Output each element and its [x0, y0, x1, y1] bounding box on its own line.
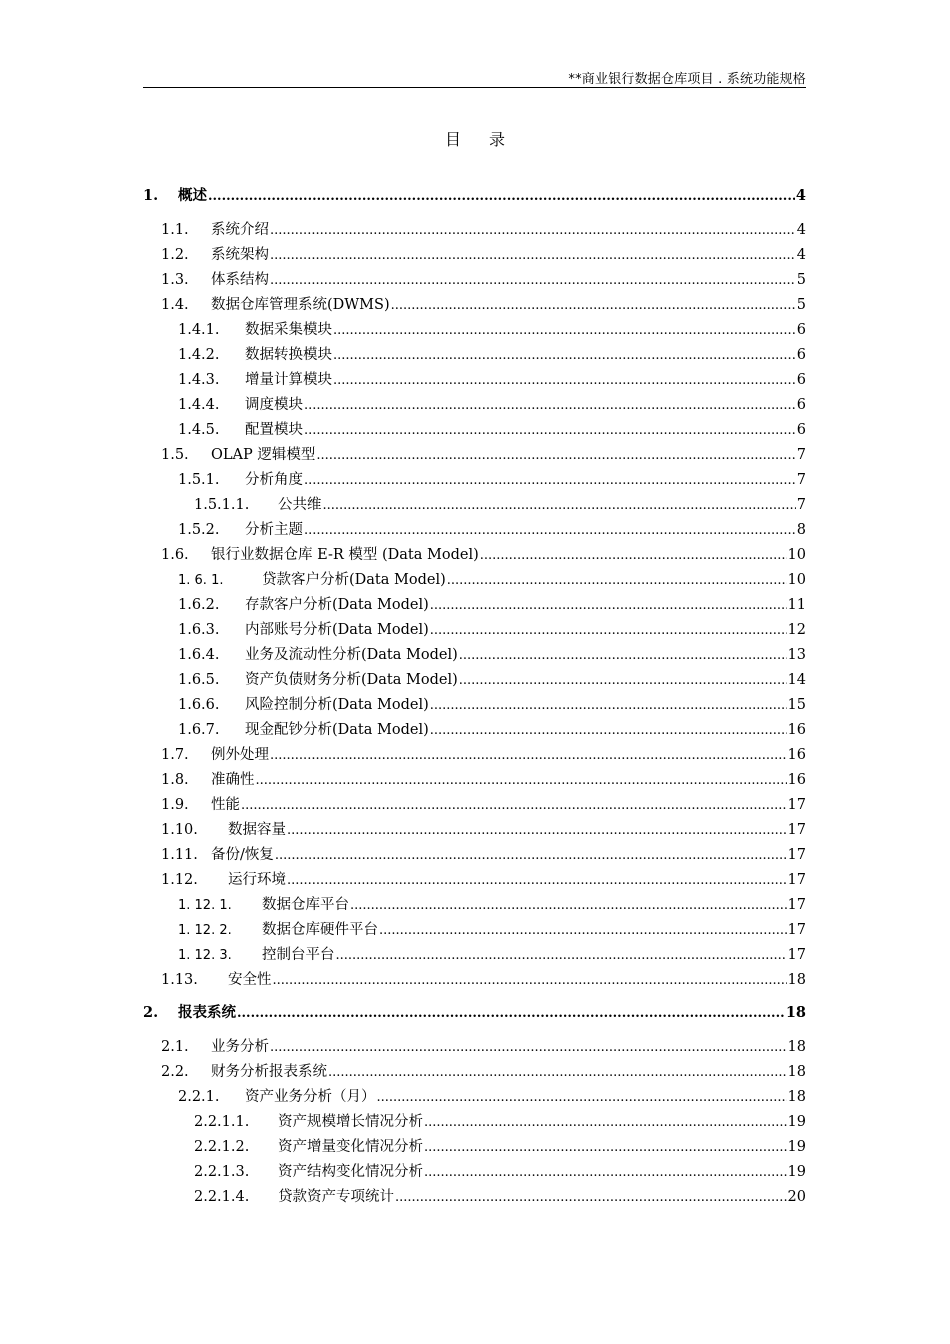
toc-entry-leader [304, 420, 796, 442]
toc-entry-leader [275, 845, 787, 867]
toc-entry-page: 5 [796, 297, 806, 313]
toc-entry-leader [270, 245, 796, 267]
header-text: **商业银行数据仓库项目 . 系统功能规格 [568, 72, 806, 87]
toc-entry[interactable] [178, 719, 806, 741]
toc-entry-label: 分析主题 [245, 522, 303, 538]
toc-entry[interactable] [143, 185, 806, 207]
toc-entry[interactable] [161, 219, 806, 241]
toc-entry-label: 增量计算模块 [245, 372, 332, 388]
toc-entry[interactable] [178, 344, 806, 366]
toc-entry[interactable] [161, 844, 806, 866]
toc-entry-label: 配置模块 [245, 422, 303, 438]
toc-entry-number: 1.11. [161, 847, 198, 863]
toc-entry[interactable] [161, 294, 806, 316]
toc-entry-number: 2.2.1. [178, 1089, 220, 1105]
toc-entry[interactable] [161, 269, 806, 291]
toc-entry-number: 1.6.4. [178, 647, 220, 663]
toc-entry[interactable] [194, 494, 806, 516]
toc-entry[interactable] [178, 419, 806, 441]
toc-entry-number: 1.5.1. [178, 472, 220, 488]
toc-entry-page: 6 [796, 397, 806, 413]
toc-entry-leader [459, 645, 787, 667]
toc-entry-label: 风险控制分析(Data Model) [245, 697, 429, 713]
toc-entry[interactable] [178, 1086, 806, 1108]
toc-entry[interactable] [194, 1136, 806, 1158]
toc-entry-leader [430, 720, 787, 742]
toc-entry-label: 公共维 [278, 497, 322, 513]
toc-entry-leader [323, 495, 796, 517]
toc-entry-label: 调度模块 [245, 397, 303, 413]
toc-entry-number: 1. [143, 187, 159, 204]
toc-entry-label: 贷款资产专项统计 [278, 1189, 394, 1205]
toc-entry-leader [350, 895, 787, 917]
toc-entry-label: 系统架构 [211, 247, 269, 263]
toc-entry-number: 1.4. [161, 297, 189, 313]
toc-entry[interactable] [178, 519, 806, 541]
toc-entry[interactable] [161, 819, 806, 841]
toc-entry-number: 1.6.3. [178, 622, 220, 638]
toc-entry-label: 运行环境 [228, 872, 286, 888]
toc-entry-leader [379, 920, 787, 942]
toc-entry-page: 19 [787, 1139, 806, 1155]
toc-entry[interactable] [178, 944, 806, 966]
toc-entry-page: 7 [796, 447, 806, 463]
toc-entry[interactable] [161, 744, 806, 766]
toc-entry-label: 数据采集模块 [245, 322, 332, 338]
toc-entry[interactable] [161, 244, 806, 266]
toc-entry-leader [424, 1162, 787, 1184]
toc-entry-number: 1.13. [161, 972, 198, 988]
toc-entry-page: 6 [796, 372, 806, 388]
toc-entry-number: 1.7. [161, 747, 189, 763]
toc-entry-leader [430, 595, 787, 617]
toc-entry-label: 资产规模增长情况分析 [278, 1114, 423, 1130]
toc-entry-label: 分析角度 [245, 472, 303, 488]
toc-entry-page: 16 [787, 772, 806, 788]
toc-entry-leader [304, 520, 796, 542]
toc-entry-leader [459, 670, 787, 692]
toc-entry-page: 17 [787, 847, 806, 863]
toc-entry-leader [304, 470, 796, 492]
toc-entry-label: OLAP 逻辑模型 [211, 447, 316, 463]
toc-entry[interactable] [161, 969, 806, 991]
toc-entry-label: 数据仓库管理系统(DWMS) [211, 297, 390, 313]
toc-entry-label: 资产负债财务分析(Data Model) [245, 672, 458, 688]
toc-entry-leader [208, 186, 795, 208]
toc-entry-label: 资产业务分析（月） [245, 1089, 376, 1105]
page-header [143, 64, 806, 88]
toc-entry-number: 1.2. [161, 247, 189, 263]
toc-entry-label: 控制台平台 [262, 947, 335, 963]
toc-entry-leader [395, 1187, 787, 1209]
toc-entry-page: 13 [787, 647, 806, 663]
toc-entry-label: 性能 [211, 797, 240, 813]
toc-entry-label: 安全性 [228, 972, 272, 988]
toc-entry-leader [270, 220, 796, 242]
toc-entry-label: 数据转换模块 [245, 347, 332, 363]
toc-entry-leader [287, 870, 787, 892]
toc-entry-label: 资产增量变化情况分析 [278, 1139, 423, 1155]
toc-entry[interactable] [178, 694, 806, 716]
toc-title-char-1: 目 [444, 130, 461, 149]
toc-entry[interactable] [178, 594, 806, 616]
toc-entry-page: 5 [796, 272, 806, 288]
toc-entry-label: 贷款客户分析(Data Model) [262, 572, 446, 588]
toc-entry-leader [430, 620, 787, 642]
toc-entry-page: 18 [787, 1064, 806, 1080]
toc-entry-number: 1.5.2. [178, 522, 220, 538]
toc-entry-number: 1.4.5. [178, 422, 220, 438]
toc-entry-label: 概述 [178, 187, 207, 204]
toc-entry-leader [287, 820, 787, 842]
toc-entry-number: 1.4.1. [178, 322, 220, 338]
toc-entry-page: 6 [796, 422, 806, 438]
toc-entry-page: 17 [787, 872, 806, 888]
toc-entry-leader [273, 970, 787, 992]
toc-entry-number: 1. 6. 1. [178, 573, 224, 588]
toc-entry-leader [270, 1037, 787, 1059]
toc-entry-page: 11 [787, 597, 806, 613]
toc-entry-page: 17 [787, 797, 806, 813]
toc-title [0, 127, 950, 150]
toc-entry-page: 16 [787, 722, 806, 738]
toc-entry-leader [391, 295, 796, 317]
toc-entry-page: 8 [796, 522, 806, 538]
toc-entry-number: 2.2.1.2. [194, 1139, 250, 1155]
toc-entry-page: 18 [787, 1039, 806, 1055]
toc-entry-number: 1.4.2. [178, 347, 220, 363]
toc-entry-leader [333, 370, 796, 392]
toc-entry-page: 7 [796, 472, 806, 488]
toc-entry-page: 17 [787, 822, 806, 838]
toc-entry-page: 14 [787, 672, 806, 688]
toc-entry-leader [336, 945, 787, 967]
toc-entry-number: 1.8. [161, 772, 189, 788]
toc-entry-label: 体系结构 [211, 272, 269, 288]
toc-entry-number: 1.4.4. [178, 397, 220, 413]
toc-entry-label: 数据仓库硬件平台 [262, 922, 378, 938]
toc-entry-label: 现金配钞分析(Data Model) [245, 722, 429, 738]
toc-entry[interactable] [178, 894, 806, 916]
toc-entry-leader [377, 1087, 787, 1109]
toc-entry-page: 16 [787, 747, 806, 763]
toc-entry-number: 1. 12. 3. [178, 948, 232, 963]
toc-entry[interactable] [178, 919, 806, 941]
toc-entry[interactable] [178, 394, 806, 416]
toc-entry-label: 存款客户分析(Data Model) [245, 597, 429, 613]
toc-entry-leader [256, 770, 787, 792]
toc-entry-label: 报表系统 [178, 1004, 236, 1021]
toc-entry[interactable] [161, 869, 806, 891]
toc-entry-page: 7 [796, 497, 806, 513]
toc-entry-leader [430, 695, 787, 717]
toc-entry-page: 17 [787, 947, 806, 963]
toc-entry-leader [333, 345, 796, 367]
toc-entry-label: 业务及流动性分析(Data Model) [245, 647, 458, 663]
toc-entry-label: 数据仓库平台 [262, 897, 349, 913]
toc-entry-leader [316, 445, 795, 467]
toc-entry-number: 1. 12. 1. [178, 898, 232, 913]
toc-entry-page: 18 [787, 972, 806, 988]
toc-entry-page: 6 [796, 347, 806, 363]
toc-entry[interactable] [178, 469, 806, 491]
toc-entry[interactable] [194, 1161, 806, 1183]
toc-entry-page: 17 [787, 897, 806, 913]
toc-entry[interactable] [178, 569, 806, 591]
toc-entry[interactable] [178, 619, 806, 641]
toc-entry-number: 2.2. [161, 1064, 189, 1080]
toc-entry-number: 2.1. [161, 1039, 189, 1055]
toc-entry-leader [424, 1137, 787, 1159]
toc-entry-page: 19 [787, 1164, 806, 1180]
toc-entry-number: 1.10. [161, 822, 198, 838]
toc-entry-leader [424, 1112, 787, 1134]
toc-entry[interactable] [143, 1002, 806, 1024]
toc-entry-leader [270, 270, 796, 292]
toc-entry-number: 1.6.5. [178, 672, 220, 688]
toc-entry-page: 10 [787, 572, 806, 588]
toc-entry[interactable] [178, 319, 806, 341]
toc-entry-page: 20 [787, 1189, 806, 1205]
toc-entry-number: 1.6.6. [178, 697, 220, 713]
toc-entry-leader [270, 745, 787, 767]
toc-entry-leader [328, 1062, 787, 1084]
toc-entry-leader [480, 545, 787, 567]
toc-entry-number: 1.5.1.1. [194, 497, 250, 513]
toc-entry[interactable] [161, 444, 806, 466]
toc-entry-number: 1.6.7. [178, 722, 220, 738]
toc-entry-page: 19 [787, 1114, 806, 1130]
toc-entry-number: 1.6. [161, 547, 189, 563]
toc-entry-number: 2.2.1.3. [194, 1164, 250, 1180]
toc-entry[interactable] [161, 1061, 806, 1083]
toc-entry-number: 2. [143, 1004, 159, 1021]
toc-entry[interactable] [194, 1186, 806, 1208]
toc-entry-label: 银行业数据仓库 E-R 模型 (Data Model) [211, 547, 479, 563]
toc-entry-page: 18 [785, 1004, 806, 1021]
toc-entry-label: 例外处理 [211, 747, 269, 763]
toc-entry-label: 备份/恢复 [211, 847, 274, 863]
toc-entry-leader [333, 320, 796, 342]
toc-entry-page: 10 [787, 547, 806, 563]
toc-entry-label: 业务分析 [211, 1039, 269, 1055]
toc-entry-page: 15 [787, 697, 806, 713]
toc-entry-number: 1.6.2. [178, 597, 220, 613]
toc-entry-label: 准确性 [211, 772, 255, 788]
toc-entry-leader [447, 570, 787, 592]
toc-entry-page: 6 [796, 322, 806, 338]
toc-entry[interactable] [178, 644, 806, 666]
toc-entry-number: 1. 12. 2. [178, 923, 232, 938]
toc-entry-leader [237, 1003, 785, 1025]
toc-entry[interactable] [194, 1111, 806, 1133]
toc-entry-leader [241, 795, 787, 817]
toc-entry[interactable] [178, 369, 806, 391]
toc-entry-number: 1.1. [161, 222, 189, 238]
toc-entry-label: 系统介绍 [211, 222, 269, 238]
toc-entry-number: 1.5. [161, 447, 189, 463]
toc-entry[interactable] [161, 769, 806, 791]
toc-entry-number: 2.2.1.1. [194, 1114, 250, 1130]
toc-entry-number: 1.4.3. [178, 372, 220, 388]
toc-entry-label: 内部账号分析(Data Model) [245, 622, 429, 638]
toc-entry-label: 资产结构变化情况分析 [278, 1164, 423, 1180]
toc-entry-number: 1.12. [161, 872, 198, 888]
toc-entry-leader [304, 395, 796, 417]
toc-entry-page: 4 [796, 222, 806, 238]
toc-entry-number: 2.2.1.4. [194, 1189, 250, 1205]
toc-entry-page: 17 [787, 922, 806, 938]
toc-entry[interactable] [178, 669, 806, 691]
toc-entry-number: 1.3. [161, 272, 189, 288]
toc-entry-page: 4 [795, 187, 806, 204]
toc-entry[interactable] [161, 794, 806, 816]
toc-entry[interactable] [161, 544, 806, 566]
toc-entry-page: 18 [787, 1089, 806, 1105]
toc-entry-page: 4 [796, 247, 806, 263]
toc-entry[interactable] [161, 1036, 806, 1058]
toc-entry-label: 财务分析报表系统 [211, 1064, 327, 1080]
toc-entry-page: 12 [787, 622, 806, 638]
toc-entry-number: 1.9. [161, 797, 189, 813]
toc-entry-label: 数据容量 [228, 822, 286, 838]
toc-title-char-2: 录 [489, 130, 506, 149]
